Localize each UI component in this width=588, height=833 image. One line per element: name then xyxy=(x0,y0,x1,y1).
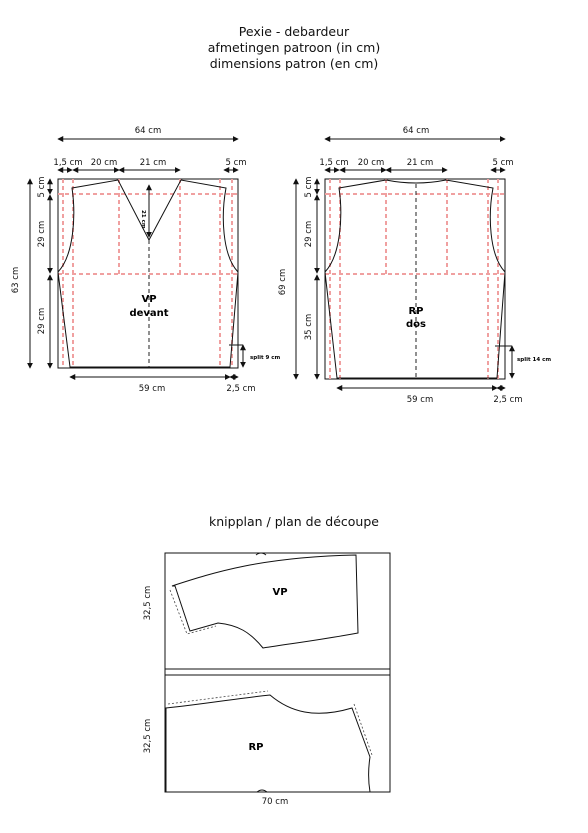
back-height-top: 5 cm xyxy=(304,176,314,198)
front-width-bottom: 59 cm xyxy=(138,384,166,394)
layout-width: 70 cm xyxy=(261,797,289,807)
back-piece-diagram xyxy=(278,126,551,405)
front-piece-diagram xyxy=(11,126,281,394)
pattern-subtitle-fr: dimensions patron (en cm) xyxy=(209,56,379,71)
front-height-lower: 29 cm xyxy=(37,307,47,335)
back-piece-name: dos xyxy=(406,319,426,330)
back-shoulder-offset: 1,5 cm xyxy=(319,158,349,168)
layout-front-piece xyxy=(172,555,358,648)
front-height-top: 5 cm xyxy=(37,176,47,198)
front-outline xyxy=(58,180,238,367)
front-side-offset: 5 cm xyxy=(225,158,247,168)
front-piece-name: devant xyxy=(129,308,169,319)
pattern-subtitle-nl: afmetingen patroon (in cm) xyxy=(207,40,381,55)
layout-height-top: 32,5 cm xyxy=(143,585,153,621)
back-bounding-box xyxy=(325,179,505,379)
back-height-total: 69 cm xyxy=(278,268,288,296)
back-height-lower: 35 cm xyxy=(304,313,314,341)
front-hem-offset: 2,5 cm xyxy=(226,384,256,394)
back-neck-width: 21 cm xyxy=(406,158,434,168)
back-outline xyxy=(325,180,505,378)
layout-height-bottom: 32,5 cm xyxy=(143,718,153,754)
front-height-armhole: 29 cm xyxy=(37,220,47,248)
cutting-layout xyxy=(143,553,390,807)
back-side-offset: 5 cm xyxy=(492,158,514,168)
back-width-bottom: 59 cm xyxy=(406,395,434,405)
front-split: split 9 cm xyxy=(250,355,281,361)
front-shoulder-seam: 20 cm xyxy=(90,158,118,168)
front-shoulder-offset: 1,5 cm xyxy=(53,158,83,168)
back-shoulder-seam: 20 cm xyxy=(357,158,385,168)
back-split: split 14 cm xyxy=(517,357,552,363)
back-width-top: 64 cm xyxy=(402,126,430,136)
front-neck-depth: 21 cm xyxy=(140,210,146,229)
front-neck-width: 21 cm xyxy=(139,158,167,168)
back-piece-code: RP xyxy=(408,306,424,317)
layout-back-label: RP xyxy=(248,742,264,753)
cutting-layout-title: knipplan / plan de découpe xyxy=(209,514,379,529)
front-piece-code: VP xyxy=(141,294,157,305)
layout-back-piece xyxy=(166,695,370,792)
front-height-total: 63 cm xyxy=(11,266,21,294)
back-hem-offset: 2,5 cm xyxy=(493,395,523,405)
front-width-top: 64 cm xyxy=(134,126,162,136)
front-bounding-box xyxy=(58,179,238,368)
pattern-title: Pexie - debardeur xyxy=(238,24,350,39)
layout-front-label: VP xyxy=(272,587,288,598)
back-height-armhole: 29 cm xyxy=(304,220,314,248)
